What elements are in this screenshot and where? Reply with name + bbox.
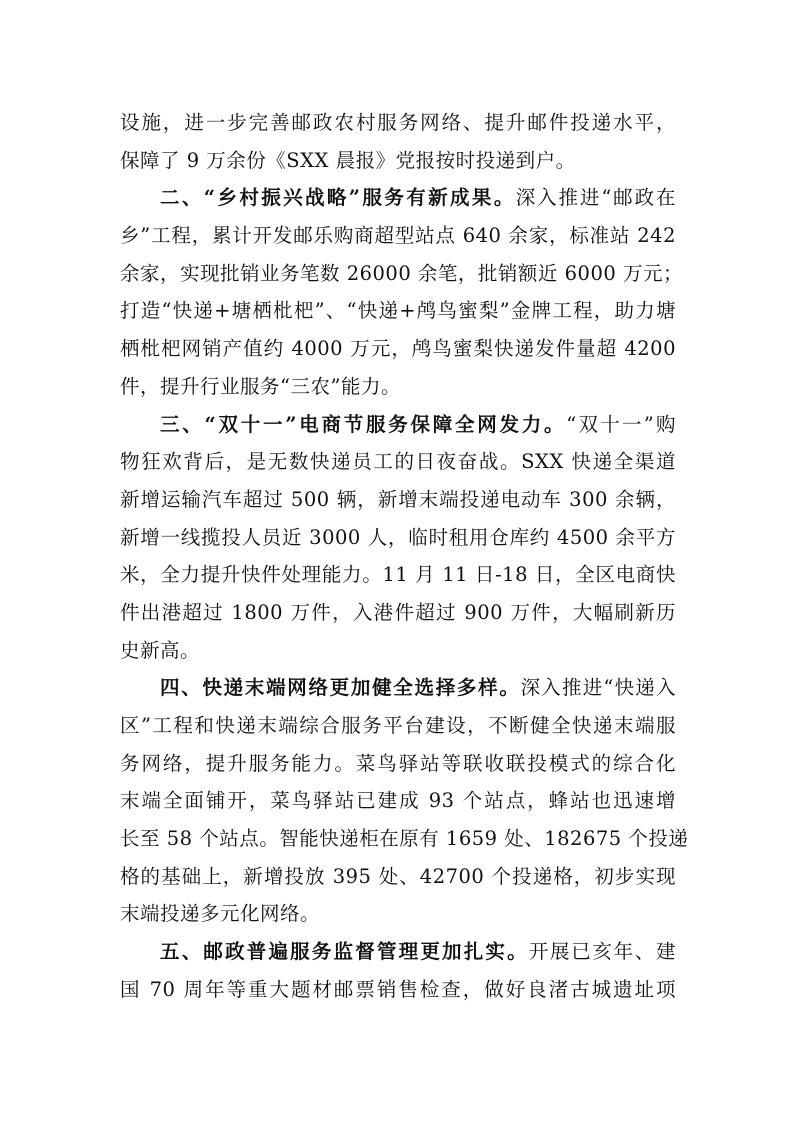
section-heading-line	[120, 406, 676, 444]
line-text: 新增一线揽投人员近 3000 人，临时租用仓库约 4500 余平方	[120, 525, 676, 549]
line-text: 末端投递多元化网络。	[120, 902, 321, 926]
section-heading-line	[120, 669, 676, 707]
text-line	[120, 858, 676, 896]
line-text: 新增运输汽车超过 500 辆，新增末端投递电动车 300 余辆，	[120, 487, 676, 511]
line-text: 余家，实现批销业务笔数 26000 余笔，批销额近 6000 万元；	[120, 261, 683, 285]
text-line	[120, 632, 676, 670]
line-text: “双十一”购	[566, 412, 676, 436]
text-line	[120, 443, 676, 481]
body-text	[120, 104, 689, 1009]
section-heading: 四、快递末端网络更加健全选择多样。	[160, 676, 521, 700]
line-text: 区”工程和快递末端综合服务平台建设，不断健全快递末端服	[120, 714, 676, 737]
text-line	[120, 292, 676, 330]
text-line	[120, 519, 676, 557]
line-text: 乡”工程，累计开发邮乐购商超型站点 640 余家，标准站 242	[120, 224, 676, 248]
line-text: 开展已亥年、建	[528, 940, 676, 964]
line-text: 史新高。	[120, 638, 201, 662]
text-line	[120, 971, 676, 1009]
line-text: 打造“快递+塘栖枇杷”、“快递+鸬鸟蜜梨”金牌工程，助力塘	[120, 299, 676, 323]
line-text: 深入推进“快递入	[520, 676, 676, 700]
line-text: 格的基础上，新增投放 395 处、42700 个投递格，初步实现	[120, 864, 676, 888]
line-text: 末端全面铺开，菜鸟驿站已建成 93 个站点，蜂站也迅速增	[120, 789, 676, 813]
line-text: 栖枇杷网销产值约 4000 万元，鸬鸟蜜梨快递发件量超 4200	[120, 337, 676, 361]
line-text: 件出港超过 1800 万件，入港件超过 900 万件，大幅刷新历	[120, 600, 676, 624]
text-line	[120, 745, 676, 783]
line-text: 务网络，提升服务能力。菜鸟驿站等联收联投模式的综合化	[120, 751, 676, 775]
line-text: 深入推进“邮政在	[515, 186, 676, 210]
text-line	[120, 255, 683, 293]
line-text: 国 70 周年等重大题材邮票销售检查，做好良渚古城遗址项	[120, 977, 676, 1001]
text-line	[120, 820, 689, 858]
text-line	[120, 142, 676, 180]
section-heading-line	[120, 179, 676, 217]
line-text: 米，全力提升快件处理能力。11 月 11 日-18 日，全区电商快	[120, 563, 676, 587]
line-text: 保障了 9 万余份《SXX 晨报》党报按时投递到户。	[120, 148, 576, 172]
text-line	[120, 707, 676, 745]
line-text: 设施，进一步完善邮政农村服务网络、提升邮件投递水平，	[120, 111, 676, 134]
text-line	[120, 782, 676, 820]
text-line	[120, 104, 676, 142]
text-line	[120, 368, 676, 406]
line-text: 物狂欢背后，是无数快递员工的日夜奋战。SXX 快递全渠道	[120, 450, 676, 474]
text-line	[120, 330, 676, 368]
section-heading: 三、“双十一”电商节服务保障全网发力。	[160, 412, 567, 436]
section-heading: 五、邮政普遍服务监督管理更加扎实。	[160, 940, 529, 964]
section-heading: 二、“乡村振兴战略”服务有新成果。	[160, 186, 516, 210]
line-text: 长至 58 个站点。智能快递柜在原有 1659 处、182675 个投递	[120, 827, 689, 851]
text-line	[120, 895, 676, 933]
text-line	[120, 481, 676, 519]
line-text: 件，提升行业服务“三农”能力。	[120, 374, 401, 398]
text-line	[120, 556, 676, 594]
section-heading-line	[120, 933, 676, 971]
text-line	[120, 594, 676, 632]
text-line	[120, 217, 676, 255]
